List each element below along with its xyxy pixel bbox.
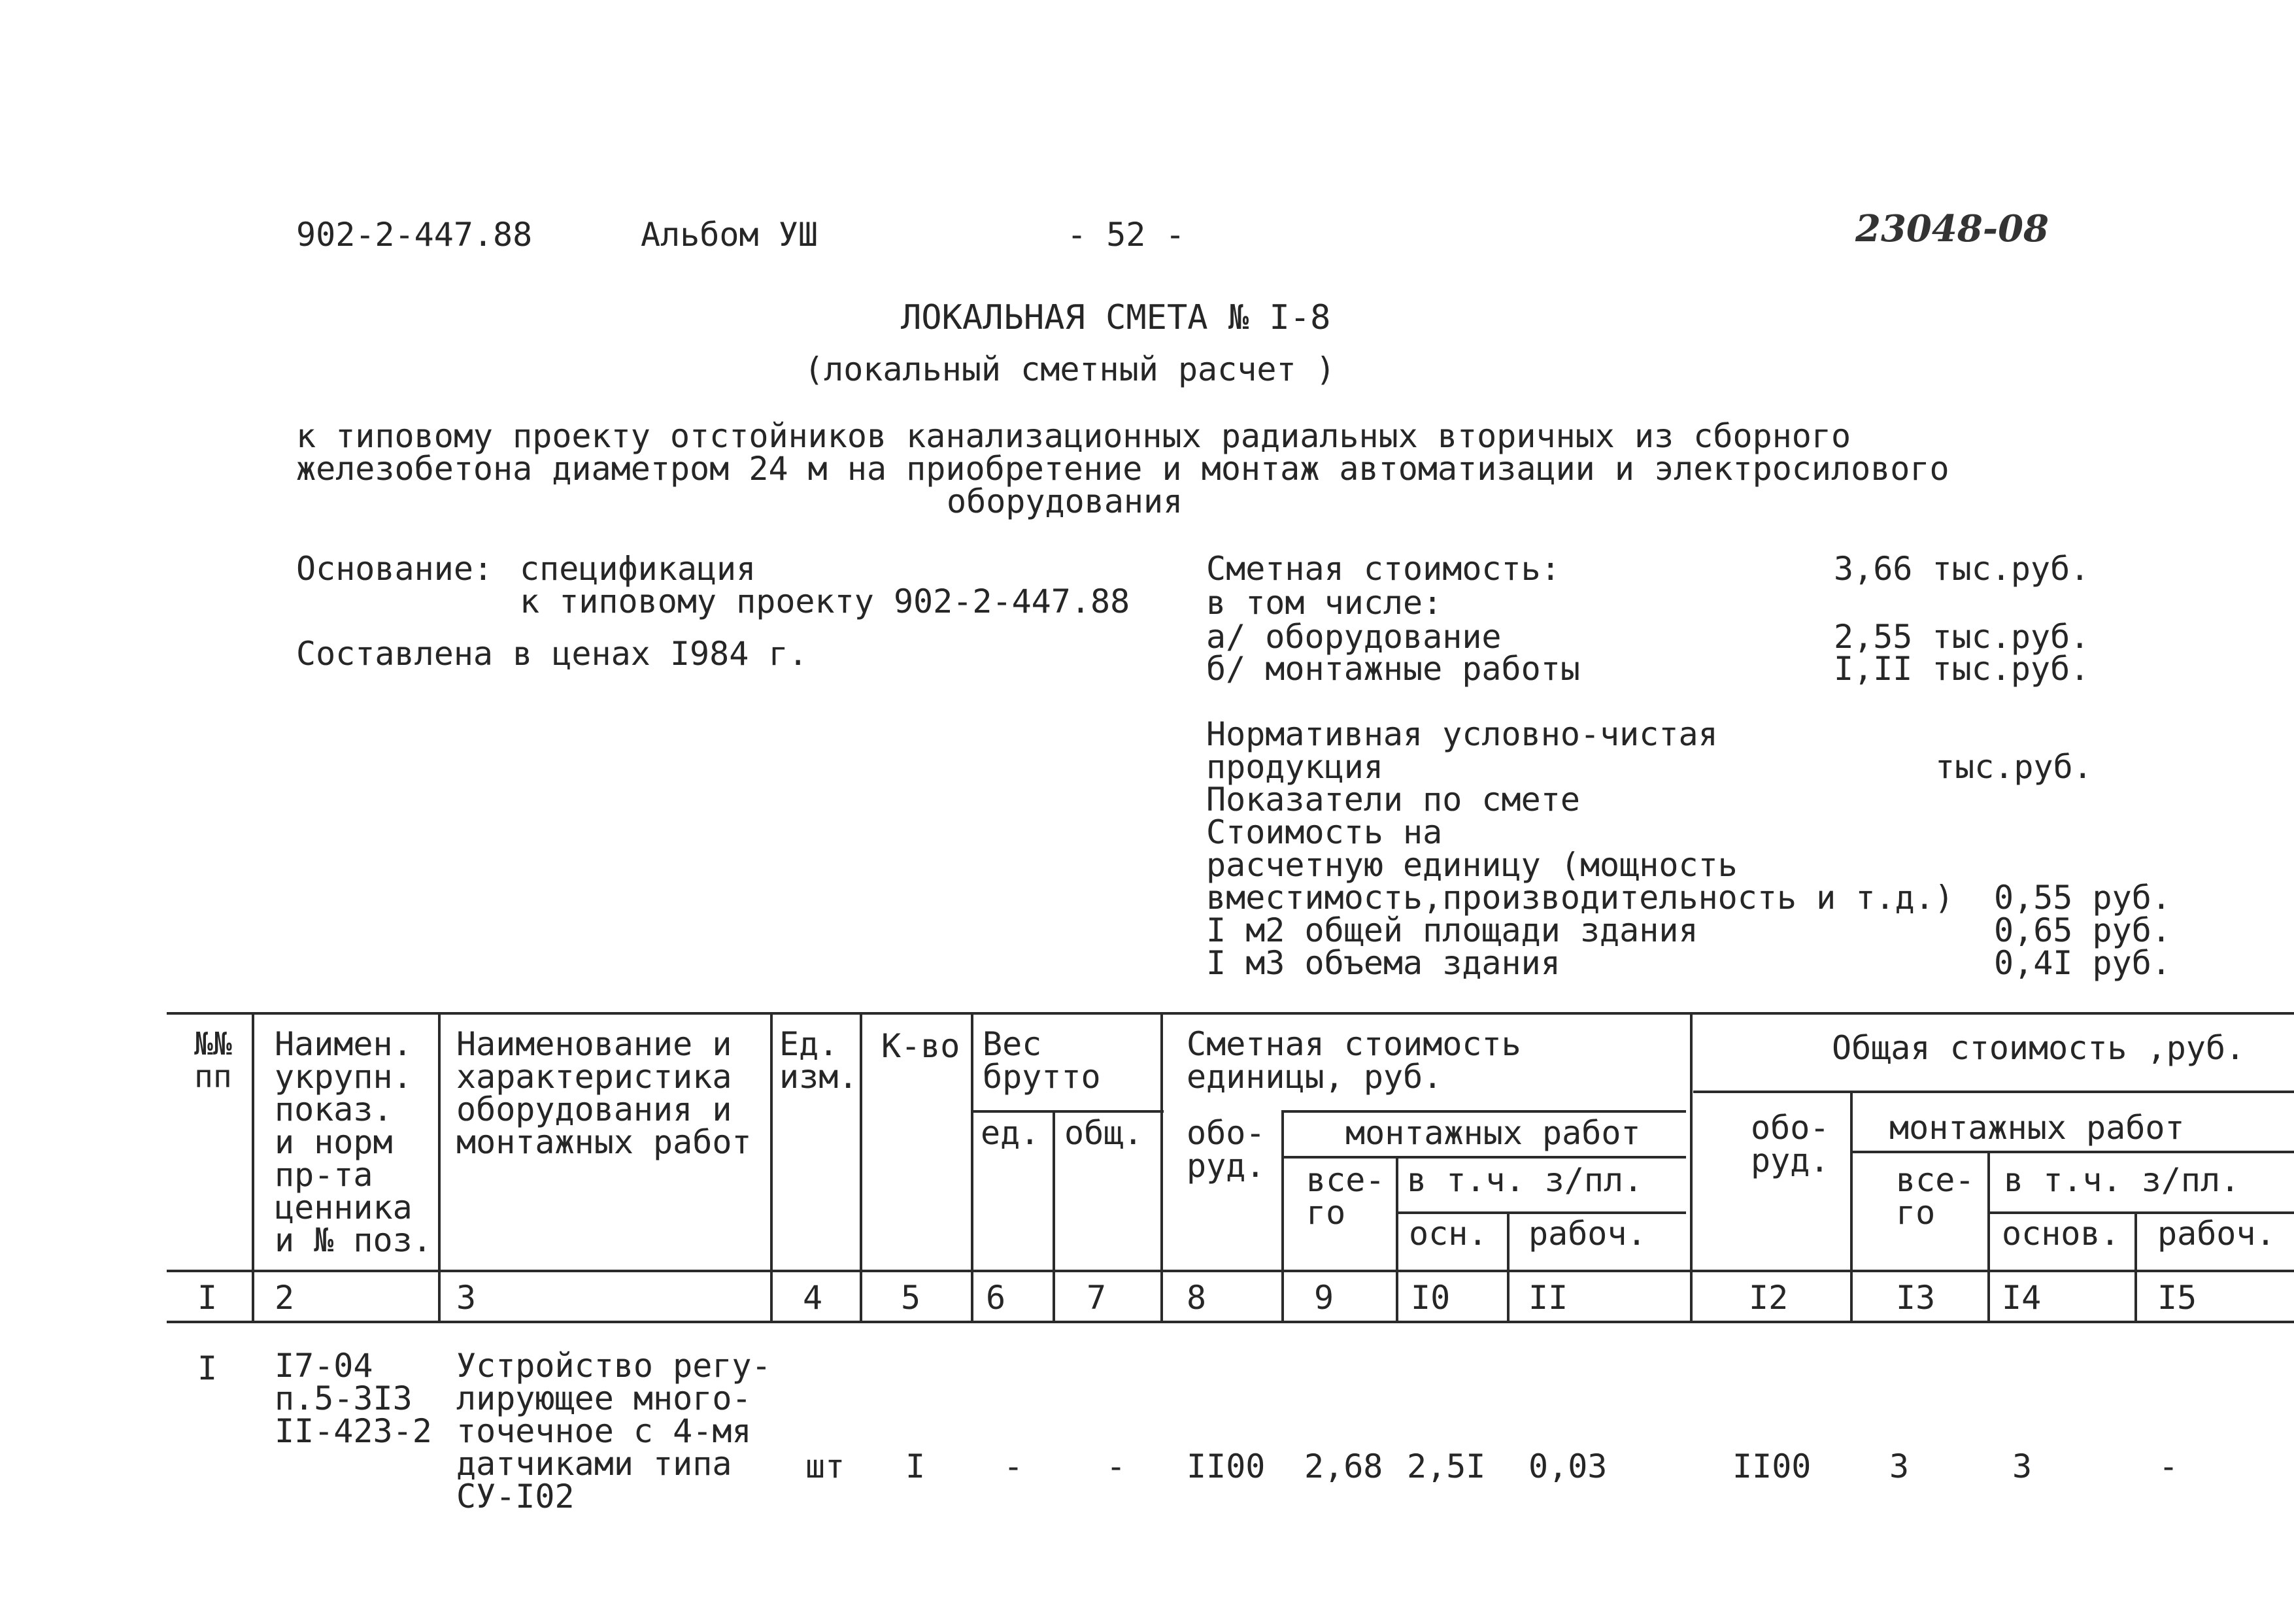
volume-value: 0,4I руб. xyxy=(1994,944,2171,982)
col-line-4 xyxy=(860,1012,862,1321)
row-num: I xyxy=(197,1349,218,1387)
col-line-12 xyxy=(1850,1091,1853,1321)
header-bottom-rule xyxy=(167,1270,2294,1272)
hdr-weight: Вес брутто xyxy=(983,1025,1101,1096)
hdr-total-cost-group: Общая стоимость ,руб. xyxy=(1832,1029,2246,1067)
basis-line-1: спецификация xyxy=(520,550,756,588)
col-number: 7 xyxy=(1087,1279,1107,1317)
col-number: 8 xyxy=(1187,1279,1207,1317)
indicators-label: Показатели по смете xyxy=(1206,781,1580,819)
unit-wage-divider-2 xyxy=(1396,1211,1686,1214)
estimate-title: ЛОКАЛЬНАЯ СМЕТА № I-8 xyxy=(901,298,1331,337)
row-weight-unit: - xyxy=(1004,1447,1024,1485)
basis-label: Основание: xyxy=(296,550,494,588)
basis-line-2: к типовому проекту 902-2-447.88 xyxy=(520,583,1130,620)
col-number: I5 xyxy=(2157,1279,2197,1317)
area-label: I м2 общей площади здания xyxy=(1206,911,1698,949)
hdr-total-equip: обо- руд. xyxy=(1751,1109,1830,1179)
equipment-label: а/ оборудование xyxy=(1206,618,1502,656)
col-line-11 xyxy=(1690,1012,1693,1321)
row-unit: шт xyxy=(805,1447,845,1485)
row-total-install: 3 xyxy=(1889,1447,1910,1485)
total-install-divider xyxy=(1850,1151,2294,1153)
col-number: I xyxy=(197,1279,218,1317)
hdr-quantity: К-во xyxy=(881,1027,960,1065)
hdr-total-base-wage: основ. xyxy=(2002,1215,2120,1253)
normative-label-2: продукция xyxy=(1206,748,1383,786)
col-line-13 xyxy=(1987,1151,1990,1321)
estimated-cost-label: Сметная стоимость: xyxy=(1206,550,1560,588)
including-label: в том числе: xyxy=(1206,584,1443,622)
hdr-total-install-total: все- го xyxy=(1896,1161,1975,1232)
normative-label-1: Нормативная условно-чистая xyxy=(1206,715,1718,753)
hdr-weight-unit: ед. xyxy=(981,1114,1040,1152)
description-line-3: оборудования xyxy=(947,482,1183,520)
row-item-name: Устройство регу- лирующее много- точечное с 4-мя датчиками типа СУ-I02 xyxy=(456,1347,771,1515)
normative-value: тыс.руб. xyxy=(1935,748,2093,786)
hdr-unit-wages: в т.ч. з/пл. xyxy=(1407,1161,1644,1199)
installation-label: б/ монтажные работы xyxy=(1206,650,1580,688)
col-number: 4 xyxy=(803,1279,823,1317)
unit-wage-divider-1 xyxy=(1281,1156,1686,1159)
hdr-row-number: №№ пп xyxy=(194,1026,232,1095)
row-norm-code: I7-04 п.5-3I3 II-423-2 xyxy=(275,1347,432,1450)
col-line-9 xyxy=(1396,1156,1398,1321)
row-unit-equip: II00 xyxy=(1187,1447,1266,1485)
col-number: 3 xyxy=(456,1279,477,1317)
installation-value: I,II тыс.руб. xyxy=(1834,650,2090,688)
hdr-item-name: Наименование и характеристика оборудования и монтажных работ xyxy=(456,1025,752,1161)
col-line-7 xyxy=(1160,1012,1163,1321)
weight-divider xyxy=(971,1110,1164,1113)
hdr-total-wages: в т.ч. з/пл. xyxy=(2004,1161,2240,1199)
total-cost-divider xyxy=(1693,1091,2294,1093)
row-total-equip: II00 xyxy=(1732,1447,1812,1485)
hdr-unit-base-wage: осн. xyxy=(1409,1215,1488,1253)
col-number: I0 xyxy=(1411,1279,1451,1317)
volume-label: I м3 объема здания xyxy=(1206,944,1560,982)
description-line-1: к типовому проекту отстойников канализационных радиальных вторичных из сборного xyxy=(296,417,1851,455)
hdr-unit-equip: обо- руд. xyxy=(1187,1114,1266,1185)
estimated-cost-value: 3,66 тыс.руб. xyxy=(1834,550,2090,588)
row-unit-base-wage: 2,5I xyxy=(1407,1447,1486,1485)
col-line-5 xyxy=(971,1012,973,1321)
unit-cost-label-2: расчетную единицу (мощность xyxy=(1206,846,1738,884)
unit-cost-value: 0,55 руб. xyxy=(1994,879,2171,917)
row-weight-total: - xyxy=(1106,1447,1126,1485)
col-line-3 xyxy=(770,1012,773,1321)
column-numbers-rule xyxy=(167,1321,2294,1323)
row-unit-install-total: 2,68 xyxy=(1304,1447,1383,1485)
row-total-base-wage: 3 xyxy=(2012,1447,2033,1485)
project-code: 902-2-447.88 xyxy=(296,216,533,254)
row-unit-worker-wage: 0,03 xyxy=(1528,1447,1608,1485)
col-number: I4 xyxy=(2002,1279,2042,1317)
col-line-6 xyxy=(1053,1110,1055,1321)
col-number: 9 xyxy=(1314,1279,1334,1317)
description-line-2: железобетона диаметром 24 м на приобретение и монтаж автоматизации и электросилового xyxy=(296,450,1949,488)
hdr-unit-cost-group: Сметная стоимость единицы, руб. xyxy=(1187,1025,1521,1096)
col-line-1 xyxy=(252,1012,254,1321)
table-top-rule xyxy=(167,1012,2294,1015)
col-number: II xyxy=(1528,1279,1568,1317)
archive-number: 23048-08 xyxy=(1855,207,2049,250)
row-quantity: I xyxy=(905,1447,926,1485)
equipment-value: 2,55 тыс.руб. xyxy=(1834,618,2090,656)
page-number: - 52 - xyxy=(1067,216,1185,254)
hdr-total-worker-wage: рабоч. xyxy=(2157,1215,2276,1253)
area-value: 0,65 руб. xyxy=(1994,911,2171,949)
row-total-worker-wage: - xyxy=(2159,1447,2179,1485)
estimate-subtitle: (локальный сметный расчет ) xyxy=(804,350,1336,388)
unit-install-divider xyxy=(1281,1110,1686,1113)
hdr-total-install: монтажных работ xyxy=(1889,1109,2185,1147)
col-number: 2 xyxy=(275,1279,295,1317)
col-number: 5 xyxy=(901,1279,921,1317)
col-line-10 xyxy=(1507,1211,1510,1321)
col-number: I2 xyxy=(1749,1279,1789,1317)
hdr-unit-install-total: все- го xyxy=(1306,1161,1385,1232)
hdr-norm-code: Наимен. укрупн. показ. и норм пр-та ценника и № поз. xyxy=(275,1025,432,1259)
hdr-unit: Ед. изм. xyxy=(779,1025,858,1096)
col-line-8 xyxy=(1281,1110,1284,1321)
unit-cost-label-1: Стоимость на xyxy=(1206,813,1443,851)
col-number: 6 xyxy=(986,1279,1006,1317)
col-line-14 xyxy=(2134,1211,2137,1321)
col-line-2 xyxy=(438,1012,441,1321)
prices-year: Составлена в ценах I984 г. xyxy=(296,635,808,673)
hdr-weight-total: общ. xyxy=(1064,1114,1143,1152)
col-number: I3 xyxy=(1896,1279,1936,1317)
unit-cost-label-3: вместимость,производительность и т.д.) xyxy=(1206,879,1954,917)
hdr-unit-worker-wage: рабоч. xyxy=(1528,1215,1647,1253)
hdr-unit-install: монтажных работ xyxy=(1345,1114,1641,1152)
album-label: Альбом УШ xyxy=(641,216,818,254)
total-wage-divider xyxy=(1987,1211,2294,1214)
